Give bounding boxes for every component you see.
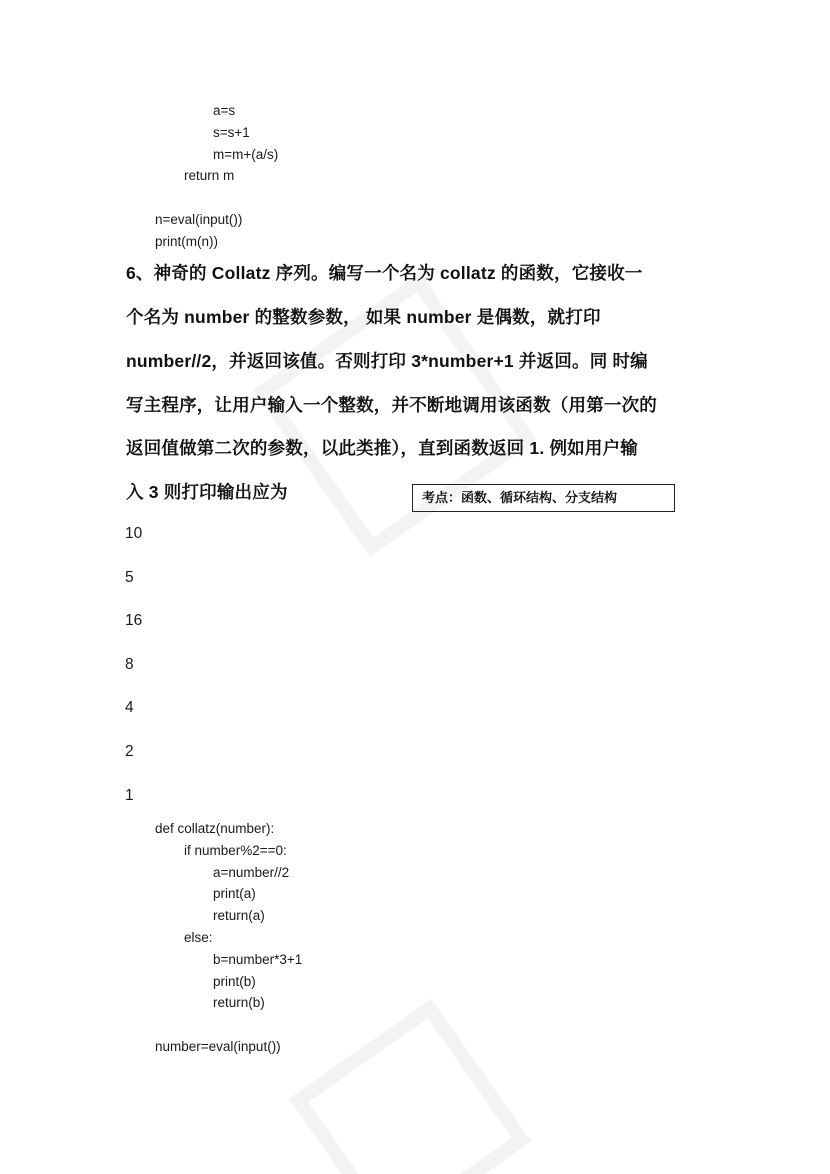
code-line: s=s+1	[213, 124, 250, 140]
code-line: b=number*3+1	[213, 951, 303, 967]
code-line: print(a)	[213, 886, 256, 902]
code-line: return m	[184, 168, 235, 184]
output-value: 1	[125, 786, 134, 804]
code-line: number=eval(input())	[155, 1039, 281, 1054]
output-value: 16	[125, 612, 143, 630]
code-line: else:	[184, 930, 213, 945]
output-value: 10	[125, 525, 143, 542]
code-line: if number%2==0:	[184, 842, 287, 858]
code-line: return(b)	[213, 995, 265, 1011]
kaodian-box: 考点：函数、循环结构、分支结构	[412, 484, 675, 512]
output-value: 2	[125, 743, 134, 760]
code-line: print(b)	[213, 973, 256, 989]
problem-line: 入 3 则打印输出应为	[126, 482, 288, 502]
problem-line: 写主程序，让用户输入一个整数，并不断地调用该函数（用第一次的	[126, 395, 657, 415]
code-line: print(m(n))	[155, 233, 218, 249]
output-value: 8	[125, 655, 134, 673]
code-line: a=number//2	[213, 864, 290, 880]
code-line: n=eval(input())	[155, 212, 243, 227]
problem-line: 返回值做第二次的参数，以此类推），直到函数返回 1. 例如用户输	[126, 438, 638, 458]
code-line: return(a)	[213, 908, 265, 924]
code-line: m=m+(a/s)	[213, 146, 279, 162]
problem-line: 个名为 number 的整数参数， 如果 number 是偶数，就打印	[126, 307, 601, 327]
code-line: def collatz(number):	[155, 821, 275, 836]
code-line: a=s	[213, 103, 236, 118]
problem-line: 6、神奇的 Collatz 序列。编写一个名为 collatz 的函数，它接收一	[126, 263, 643, 283]
problem-line: number//2，并返回该值。否则打印 3*number+1 并返回。同 时编	[126, 351, 648, 371]
output-value: 5	[125, 568, 134, 586]
output-value: 4	[125, 699, 134, 717]
